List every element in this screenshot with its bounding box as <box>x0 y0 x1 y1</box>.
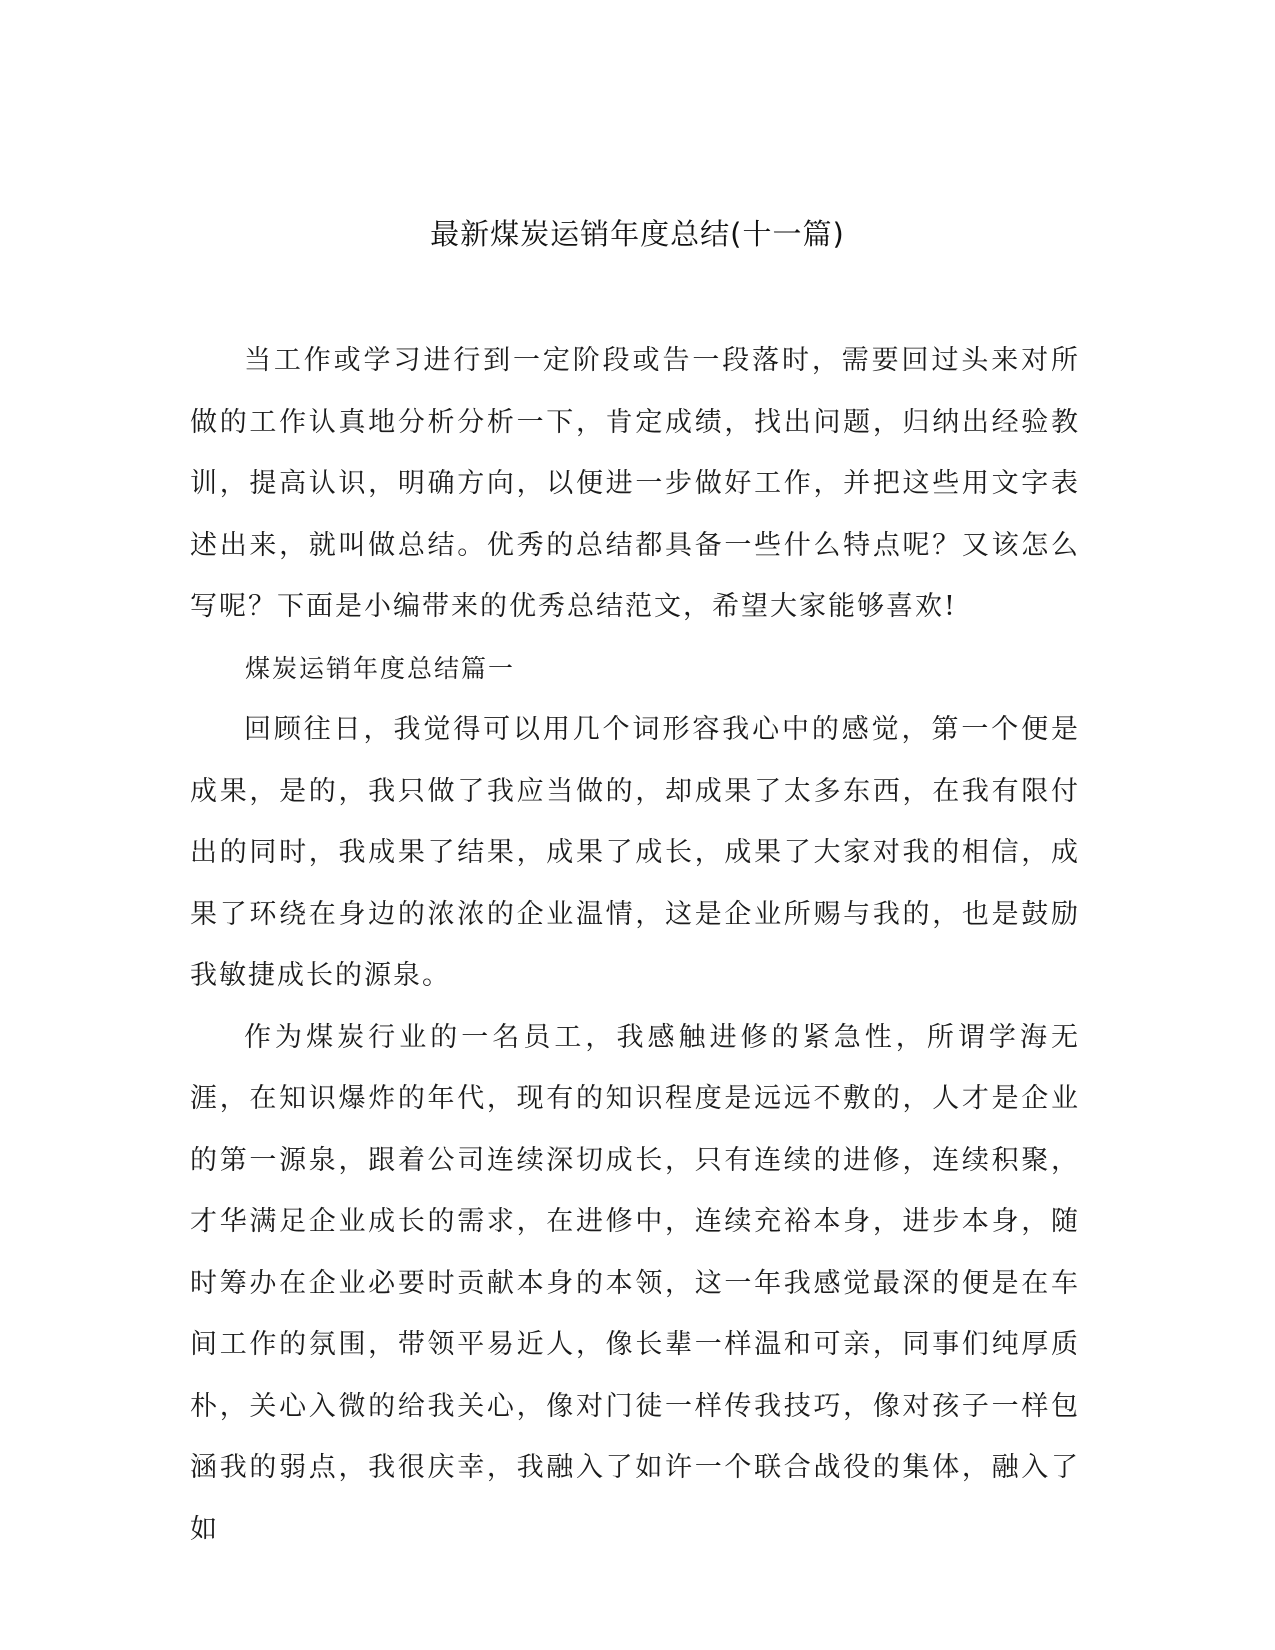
body-paragraph: 回顾往日，我觉得可以用几个词形容我心中的感觉，第一个便是成果，是的，我只做了我应当做的，却成果了太多东西，在我有限付出的同时，我成果了结果，成果了成长，成果了大家对我的相信，成果了环绕在身边的浓浓的企业温情，这是企业所赐与我的，也是鼓励我敏捷成长的源泉。 <box>190 714 1080 991</box>
document-title: 最新煤炭运销年度总结(十一篇) <box>430 217 845 251</box>
intro-paragraph: 当工作或学习进行到一定阶段或告一段落时，需要回过头来对所做的工作认真地分析分析一下，肯定成绩，找出问题，归纳出经验教训，提高认识，明确方向，以便进一步做好工作，并把这些用文字表述出来，就叫做总结。优秀的总结都具备一些什么特点呢？又该怎么写呢？下面是小编带来的优秀总结范文，希望大家能够喜欢! <box>190 345 1080 622</box>
document-body <box>190 330 1080 1560</box>
section-heading: 煤炭运销年度总结篇一 <box>245 653 516 683</box>
body-paragraph: 作为煤炭行业的一名员工，我感触进修的紧急性，所谓学海无涯，在知识爆炸的年代，现有的知识程度是远远不敷的，人才是企业的第一源泉，跟着公司连续深切成长，只有连续的进修，连续积聚，才华满足企业成长的需求，在进修中，连续充裕本身，进步本身，随时筹办在企业必要时贡献本身的本领，这一年我感觉最深的便是在车间工作的氛围，带领平易近人，像长辈一样温和可亲，同事们纯厚质朴，关心入微的给我关心，像对门徒一样传我技巧，像对孩子一样包涵我的弱点，我很庆幸，我融入了如许一个联合战役的集体，融入了如 <box>190 1021 1080 1545</box>
